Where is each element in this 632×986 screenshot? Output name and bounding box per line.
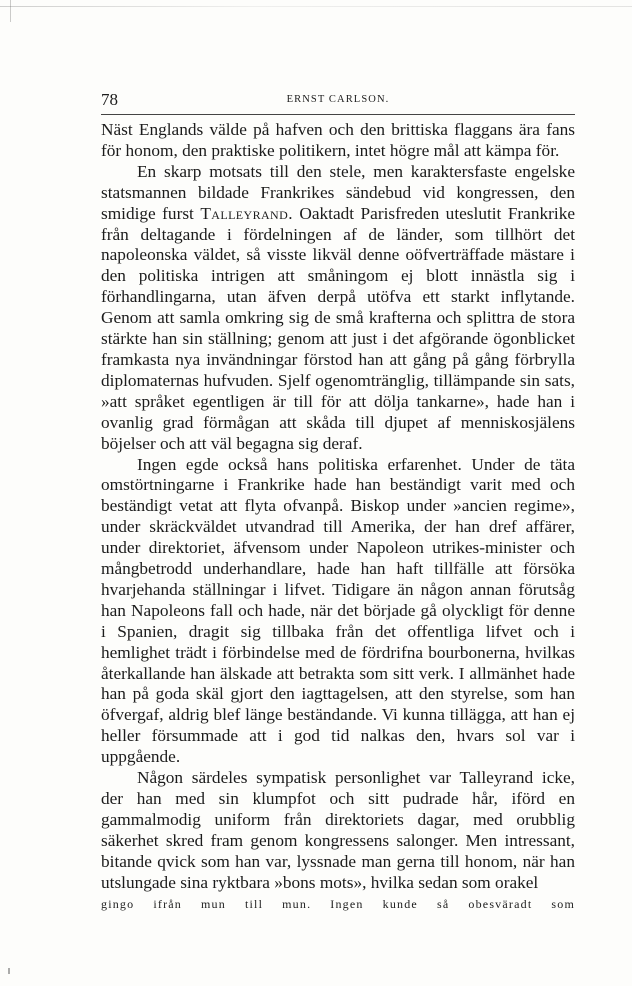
- scan-edge-mark: [10, 0, 11, 22]
- paragraph-2: [101, 162, 575, 455]
- scan-corner-mark: [8, 968, 10, 974]
- cut-off-bottom-line: gingo ifrån mun till mun. Ingen kunde så obesväradt som: [101, 896, 575, 911]
- page-number: 78: [101, 90, 118, 109]
- paragraph-1: Näst Englands välde på hafven och den brittiska flaggans ära fans för honom, den praktiske politikern, intet högre mål att kämpa för.: [101, 120, 575, 160]
- paragraph-2-rest: Oaktadt Parisfreden uteslutit Frankrike från deltagande i fördelningen af de länder, som tillhört det napoleonska väldet, så visste likväl denne oöfverträffade mästare i den politiska intrigen att småningom ej blott innästla sig i förhandlingarna, utan äfven derpå utöfva ett starkt inflytande. Genom att samla omkring sig de små krafterna och splittra de stora stärkte han sin ställning; genom att just i det afgörande ögonblicket framkasta nya invändningar förstod han att gång på gång förbrylla diplomaternas hufvuden. Sjelf ogenomtränglig, tillämpande sin sats, »att språket egentligen är till för att dölja tankarne», hade han i ovanlig grad förmågan att skåda till djupet af menniskosjälens böjelser och att väl begagna sig deraf.: [101, 203, 575, 453]
- header-rule: [101, 114, 575, 115]
- paragraph-4: Någon särdeles sympatisk personlighet var Talleyrand icke, der han med sin klumpfot och sitt pudrade hår, iförd en gammalmodig uniform från direktoriets dagar, med orubblig säkerhet skred fram genom kongressens salonger. Men intressant, bitande qvick som han var, lyssnade man gerna till honom, när han utslungade sina ryktbara »bons mots», hvilka sedan som orakel: [101, 768, 575, 892]
- page-header: [101, 90, 575, 110]
- paragraph-2-start: En skarp motsats till den stele, men karaktersfaste engelske statsmannen bildade Frankrikes sändebud vid kongressen, den smidige furst: [101, 161, 575, 223]
- running-head: ERNST CARLSON.: [286, 94, 390, 105]
- name-talleyrand: Talleyrand.: [200, 203, 293, 223]
- body-text: [101, 120, 575, 914]
- paragraph-3: Ingen egde också hans politiska erfarenhet. Under de täta omstörtningarne i Frankrike hade han beständigt varit med och beständigt vetat att flyta ofvanpå. Biskop under »ancien regime», under skräckväldet utvandrad till Amerika, der han dref affärer, under direktoriet, äfvensom under Napoleon utrikes-minister och mångbetrodd underhandlare, hade han haft tillfälle att försöka hvarjehanda ställningar i lifvet. Tidigare än någon annan förutsåg han Napoleons fall och hade, när det började gå olyckligt för denne i Spanien, dragit sig tillbaka från det offentliga lifvet och i hemlighet trädt i förbindelse med de fördrifna bourbonerna, hvilkas återkallande han älskade att betrakta som sitt verk. I allmänhet hade han på goda skäl gjort den iagttagelsen, att den styrelse, som han öfvergaf, aldrig blef länge beständande. Vi kunna tillägga, att han ej heller försummade att i god tid nalkas den, hvars sol var i uppgående.: [101, 454, 575, 767]
- page-top-edge: [0, 6, 632, 7]
